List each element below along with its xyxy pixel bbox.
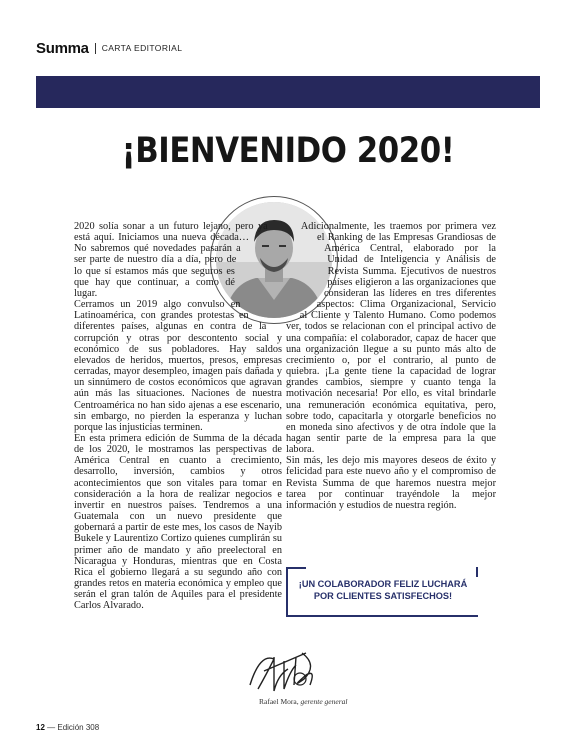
page-number: 12 — [36, 723, 45, 732]
masthead — [36, 40, 182, 56]
signature-caption — [259, 697, 347, 706]
paragraph: Adicionalmente, les traemos por primera vez el Ranking de las Empresas Grandiosas de América Central, elaborado por la Unidad de Inteligencia y Análisis de Revista Summa. Ejecutivos de nuestros países eligieron a las organizaciones que consideran las líderes en tres diferentes aspectos: Clima Organizacional, Servicio al Cliente y Talento Humano. Como podemos ver, todos se relacionan con el principal activo de una compañía: el colaborador, capaz de hacer que una organización llegue a su punto más alto de crecimiento o, por el contrario, al punto de quiebra. ¡La gente tiene la capacidad de lograr grandes cambios, siempre y cuanto tenga la motivación necesaria! Por ello, es vital brindarle una remuneración económica equitativa, pero, sobre todo, capacitarla y otorgarle beneficios no en moneda sino afectivos y de otra índole que la hagan sentir parte de la empresa para la que labora. — [286, 221, 496, 456]
paragraph: Sin más, les dejo mis mayores deseos de éxito y felicidad para este nuevo año y el compromiso de Revista Summa de que haremos nuestra mejor tarea por continuar trayéndole la mejor información y estudios de nuestra región. — [286, 455, 496, 511]
paragraph: Cerramos un 2019 algo convulso en Latinoamérica, con grandes protestas en diferentes países, algunas en contra de la corrupción y otras por descontento social y económico de sus pobladores. Hay saldos elevados de heridos, muertos, presos, empresas cerradas, mayor desempleo, imagen país dañada y un sinnúmero de costos económicos que agravan aún más las situaciones. Naciones de nuestra Centroamérica no han sido ajenas a ese escenario, sin embargo, no pierden la esperanza y luchan porque las injusticias terminen. — [74, 299, 282, 433]
pull-quote-line: ¡UN COLABORADOR FELIZ LUCHARÁ — [298, 579, 468, 589]
author-title: gerente general — [300, 697, 348, 706]
edition-label: — Edición 308 — [47, 723, 100, 732]
banner-bar — [36, 76, 540, 108]
right-column — [286, 221, 496, 511]
pull-quote — [286, 567, 478, 617]
paragraph: 2020 solía sonar a un futuro lejano, pero ya está aquí. Iniciamos una nueva década… No sabremos qué novedades pasarán a ser parte de nuestro día a día, pero de lo que sí estamos más que seguros es que hay que continuar, a como dé lugar. — [74, 221, 268, 299]
handwritten-signature — [244, 645, 324, 697]
left-column — [74, 221, 282, 611]
header-divider — [95, 43, 96, 54]
page-title: ¡BIENVENIDO 2020! — [121, 131, 455, 171]
pull-quote-line: POR CLIENTES SATISFECHOS! — [313, 591, 453, 601]
author-name: Rafael Mora, — [259, 697, 299, 706]
paragraph: En esta primera edición de Summa de la década de los 2020, le mostramos las perspectivas de América Central en cuanto a crecimiento, desarrollo, inversión, cambios y otros acontecimientos que son vitales para tomar en consideración a la hora de realizar negocios e invertir en nuestros países. Tendremos a una Guatemala con un nuevo presidente que gobernará a partir de este mes, los casos de Nayib Bukele y Laurentizo Cortizo quienes cumplirán su primer año de mandato y año preelectoral en Nicaragua y Honduras, mientras que en Costa Rica el gobierno llegará a su segundo año con grandes retos en materia económica y empleo que serán el gran talón de Aquiles para el presidente Carlos Alvarado. — [74, 432, 282, 612]
brand-logo: Summa — [36, 39, 89, 57]
section-label: CARTA EDITORIAL — [101, 43, 183, 53]
page-footer — [36, 723, 99, 732]
